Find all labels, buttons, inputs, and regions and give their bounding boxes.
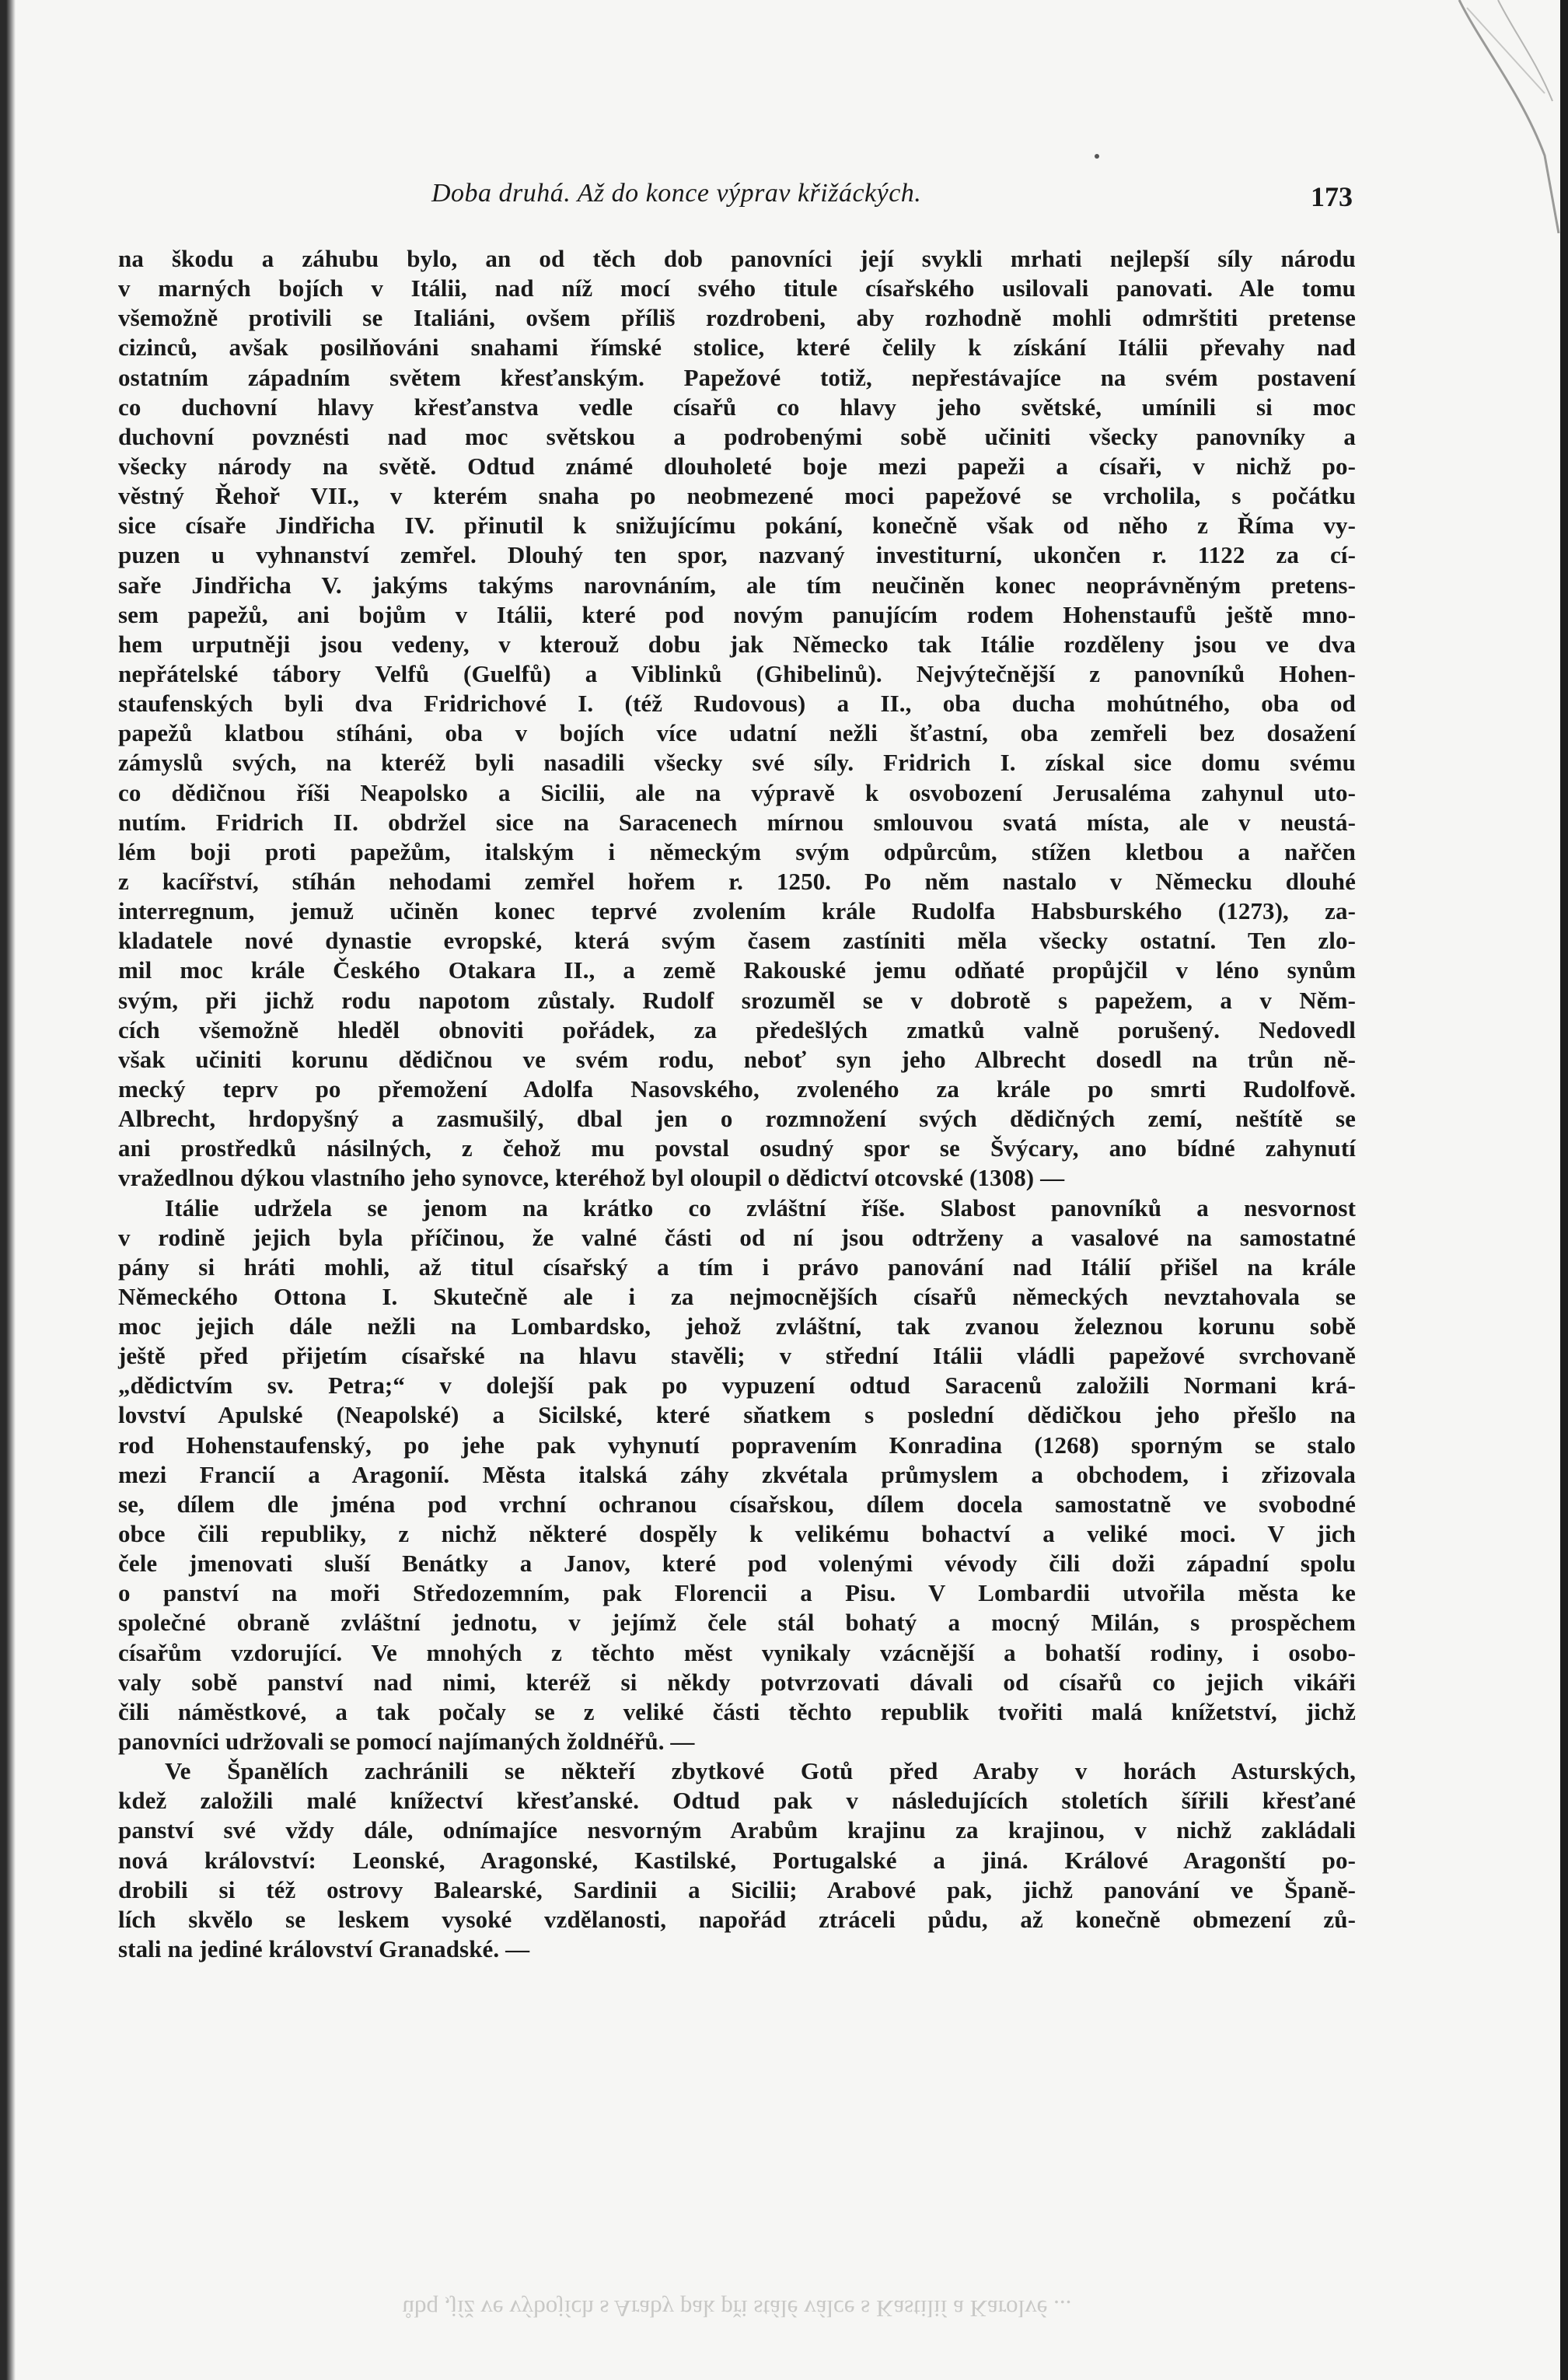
text-line: Ve Španělích zachránili se někteří zbytkové Gotů před Araby v horách Asturských, bbox=[165, 1757, 1356, 1785]
text-line: čele jmenovati sluší Benátky a Janov, které pod volenými vévody čili doži západní spolu bbox=[118, 1550, 1356, 1578]
text-line: svým, při jichž rodu napotom zůstaly. Rudolf srozuměl se v dobrotě s papežem, a v Něm- bbox=[118, 986, 1356, 1014]
text-line: se, dílem dle jména pod vrchní ochranou císařskou, dílem docela samostatně ve svobodné bbox=[118, 1490, 1356, 1518]
text-line: kladatele nové dynastie evropské, která svým časem zastíniti měla všecky ostatní. Ten zlo- bbox=[118, 927, 1356, 955]
scan-edge bbox=[1560, 0, 1568, 2380]
text-line: pány si hráti mohli, až titul císařský a tím i právo panování nad Itálií přišel na krále bbox=[118, 1253, 1356, 1281]
text-line: moc jejich dále nežli na Lombardsko, jehož zvláštní, tak zvanou železnou korunu sobě bbox=[118, 1312, 1356, 1340]
page-number: 173 bbox=[1311, 181, 1353, 212]
text-line: stali na jediné království Granadské. — bbox=[118, 1935, 530, 1963]
text-line: hem urputněji jsou vedeny, v kterouž dobu jak Německo tak Itálie rozděleny jsou ve dva bbox=[118, 630, 1356, 658]
text-line: puzen u vyhnanství zemřel. Dlouhý ten spor, nazvaný investiturní, ukončen r. 1122 za cí- bbox=[118, 541, 1356, 569]
text-line: ještě před přijetím císařské na hlavu stavěli; v střední Itálii vládli papežové svrchovaně bbox=[118, 1342, 1356, 1370]
text-line: sice císaře Jindřicha IV. přinutil k snižujícímu pokání, konečně však od něho z Říma vy- bbox=[118, 512, 1356, 540]
text-line: rod Hohenstaufenský, po jehe pak vyhynutí popravením Konradina (1268) sporným se stalo bbox=[118, 1431, 1356, 1459]
text-line: nutím. Fridrich II. obdržel sice na Saracenech mírnou smlouvou svatá místa, ale v neustá- bbox=[118, 808, 1356, 836]
text-line: cizinců, avšak posilňováni snahami římské stolice, které čelily k získání Itálii převahy nad bbox=[118, 334, 1356, 362]
text-line: obce čili republiky, z nichž některé dospěly k velikému bohactví a veliké moci. V jich bbox=[118, 1520, 1356, 1548]
text-line: v rodině jejich byla příčinou, že valné části od ní jsou odtrženy a vasalové na samostatné bbox=[118, 1223, 1356, 1251]
text-line: valy sobě panství nad nimi, kteréž si někdy potvrzovati dávali od císařů co jejich vikáři bbox=[118, 1668, 1356, 1696]
text-line: mecký teprv po přemožení Adolfa Nasovského, zvoleného za krále po smrti Rudolfově. bbox=[118, 1075, 1356, 1103]
text-line: Itálie udržela se jenom na krátko co zvláštní říše. Slabost panovníků a nesvornost bbox=[165, 1193, 1356, 1221]
text-line: mezi Francií a Aragonií. Města italská záhy zkvétala průmyslem a obchodem, i zřizovala bbox=[118, 1460, 1356, 1488]
text-line: „dědictvím sv. Petra;“ v dolejší pak po vypuzení odtud Saracenů založili Normani krá- bbox=[118, 1372, 1356, 1400]
text-line: z kacířství, stíhán nehodami zemřel hořem r. 1250. Po něm nastalo v Německu dlouhé bbox=[118, 867, 1356, 895]
text-line: nepřátelské tábory Velfů (Guelfů) a Viblinků (Ghibelinů). Nejvýtečnější z panovníků Hohen- bbox=[118, 659, 1356, 687]
text-line: mil moc krále Českého Otakara II., a země Rakouské jemu odňaté propůjčil v léno synům bbox=[118, 956, 1356, 984]
body-text bbox=[118, 244, 1356, 1964]
text-line: lém boji proti papežům, italským i německým svým odpůrcům, stížen kletbou a nařčen bbox=[118, 837, 1356, 865]
text-line: Albrecht, hrdopyšný a zasmušilý, dbal jen o rozmnožení svých dědičných zemí, neštítě se bbox=[118, 1105, 1356, 1133]
text-line: sem papežů, ani bojům v Itálii, které pod novým panujícím rodem Hohenstaufů ještě mno- bbox=[118, 600, 1356, 628]
text-line: císařům vzdorující. Ve mnohých z těchto měst vynikaly vzácnější a bohatší rodiny, i osobo- bbox=[118, 1638, 1356, 1666]
text-line: panovníci udržovali se pomocí najímaných žoldnéřů. — bbox=[118, 1728, 695, 1756]
text-line: lovství Apulské (Neapolské) a Sicilské, které sňatkem s poslední dědičkou jeho přešlo na bbox=[118, 1401, 1356, 1429]
text-line: lích skvělo se leskem vysoké vzdělanosti, napořád ztráceli půdu, až konečně obmezení zů- bbox=[118, 1905, 1356, 1933]
text-line: ostatním západním světem křesťanským. Papežové totiž, nepřestávajíce na svém postavení bbox=[118, 363, 1356, 391]
text-line: čili náměstkové, a tak počaly se z veliké části těchto republik tvořiti malá knížetství, jichž bbox=[118, 1697, 1356, 1725]
text-line: ani prostředků násilných, z čehož mu povstal osudný spor se Švýcary, ano bídné zahynutí bbox=[118, 1134, 1356, 1162]
text-line: všecky národy na světě. Odtud známé dlouholeté boje mezi papeži a císaři, v nichž po- bbox=[118, 452, 1356, 480]
page-corner-fold bbox=[1451, 0, 1560, 233]
text-line: duchovní povznésti nad moc světskou a podrobenými sobě učiniti všecky panovníky a bbox=[118, 422, 1356, 450]
text-line: papežů klatbou stíháni, oba v bojích více udatní nežli šťastní, oba zemřeli bez dosažení bbox=[118, 719, 1356, 747]
text-line: vražedlnou dýkou vlastního jeho synovce, kteréhož byl oloupil o dědictví otcovské (1308) — bbox=[118, 1164, 1065, 1192]
text-line: však učiniti korunu dědičnou ve svém rodu, neboť syn jeho Albrecht dosedl na trůn ně- bbox=[118, 1045, 1356, 1073]
ink-speck bbox=[1095, 154, 1099, 159]
text-line: drobili si též ostrovy Balearské, Sardinii a Sicilii; Arabové pak, jichž panování ve Španě- bbox=[118, 1875, 1356, 1903]
text-line: nová království: Leonské, Aragonské, Kastilské, Portugalské a jiná. Králové Aragonští po- bbox=[118, 1846, 1356, 1874]
text-line: cích všemožně hleděl obnoviti pořádek, za předešlých zmatků valně porušený. Nedovedl bbox=[118, 1015, 1356, 1043]
text-line: saře Jindřicha V. jakýms takýms narovnáním, ale tím neučiněn konec neoprávněným pretens- bbox=[118, 571, 1356, 599]
text-line: co duchovní hlavy křesťanstva vedle císařů co hlavy jeho světské, umínili si moc bbox=[118, 393, 1356, 421]
text-line: Německého Ottona I. Skutečně ale i za nejmocnějších císařů německých nevztahovala se bbox=[118, 1282, 1356, 1310]
text-line: všemožně protivili se Italiáni, ovšem příliš rozdrobeni, aby rozhodně mohli odmrštiti pretense bbox=[118, 304, 1356, 332]
text-line: kdež založili malé knížectví křesťanské. Odtud pak v následujících stoletích šířili křesťané bbox=[118, 1787, 1356, 1815]
binding-shadow bbox=[0, 0, 16, 2380]
text-line: interregnum, jemuž učiněn konec teprvé zvolením krále Rudolfa Habsburského (1273), za- bbox=[118, 897, 1356, 925]
show-through-text: ůbq ,jíž ve výbojích s Araby pak při stálé válce s Kastilií a Karolvé ... bbox=[402, 2295, 1072, 2322]
text-line: staufenských byli dva Fridrichové I. (též Rudovous) a II., oba ducha mohútného, oba od bbox=[118, 690, 1356, 718]
text-line: co dědičnou říši Neapolsko a Sicilii, ale na výpravě k osvobození Jerusaléma zahynul uto- bbox=[118, 778, 1356, 806]
running-title: Doba druhá. Až do konce výprav křižáckých. bbox=[431, 179, 922, 208]
text-line: věstný Řehoř VII., v kterém snaha po neobmezené moci papežové se vrcholila, s počátku bbox=[118, 482, 1356, 510]
text-line: společné obraně zvláštní jednotu, v jejímž čele stál bohatý a mocný Milán, s prospěchem bbox=[118, 1609, 1356, 1637]
text-line: na škodu a záhubu bylo, an od těch dob panovníci její svykli mrhati nejlepší síly národu bbox=[118, 245, 1356, 272]
text-line: v marných bojích v Itálii, nad níž mocí svého titule císařského usilovali panovati. Ale tomu bbox=[118, 274, 1356, 302]
running-header bbox=[117, 179, 1353, 225]
text-line: zámyslů svých, na kteréž byli nasadili všecky své síly. Fridrich I. získal sice domu svému bbox=[118, 749, 1356, 777]
text-line: o panství na moři Středozemním, pak Florencii a Pisu. V Lombardii utvořila města ke bbox=[118, 1579, 1356, 1607]
text-line: panství své vždy dále, odnímajíce nesvorným Arabům krajinu za krajinou, v nichž zakládali bbox=[118, 1816, 1356, 1844]
